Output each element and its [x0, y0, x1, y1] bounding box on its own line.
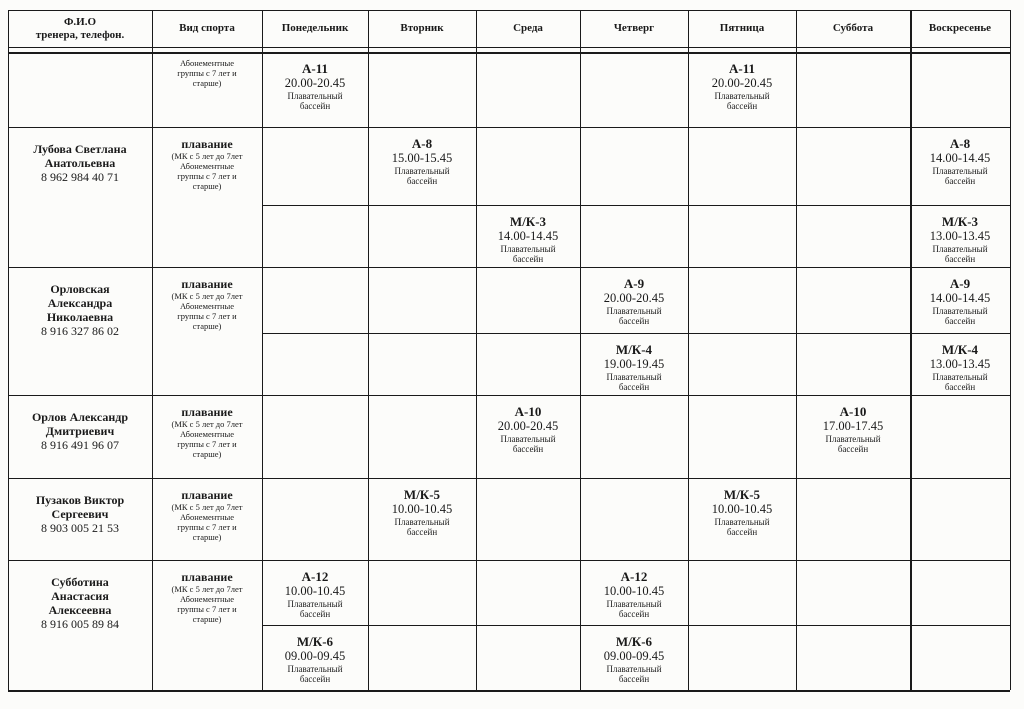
sport-cell [152, 395, 262, 478]
header-sport-label: Вид спорта [179, 22, 235, 34]
trainer-cell [8, 127, 152, 267]
group-code: А-12 [620, 569, 648, 584]
header-day [476, 10, 580, 47]
sport-cell [152, 127, 262, 267]
session-place: Плавательный бассейн [606, 372, 662, 392]
sport-name: плавание [181, 277, 233, 291]
session-place: Плавательный бассейн [714, 517, 770, 537]
column-rule [476, 10, 477, 690]
session-slot [580, 267, 688, 333]
session-time: 10.00-10.45 [603, 584, 665, 598]
header-day-label: Суббота [832, 22, 874, 34]
session-place: Плавательный бассейн [714, 91, 770, 111]
trainer-name: Орлов Александр Дмитриевич [31, 410, 129, 438]
session-slot [580, 333, 688, 395]
session-slot [910, 333, 1010, 395]
session-place: Плавательный бассейн [500, 244, 556, 264]
session-place: Плавательный бассейн [825, 434, 881, 454]
session-time: 13.00-13.45 [929, 229, 991, 243]
session-place: Плавательный бассейн [932, 166, 988, 186]
session-place: Плавательный бассейн [932, 306, 988, 326]
session-slot [262, 52, 368, 127]
trainer-name: Орловская Александра Николаевна [46, 282, 114, 324]
session-slot [476, 205, 580, 267]
sport-description: (МК с 5 лет до 7лет Абонементные группы с 7 лет и старше) [171, 291, 243, 331]
session-place: Плавательный бассейн [500, 434, 556, 454]
session-slot [368, 127, 476, 205]
group-code: М/К-5 [403, 487, 441, 502]
session-place: Плавательный бассейн [394, 166, 450, 186]
group-code: А-9 [623, 276, 645, 291]
trainer-phone: 8 962 984 40 71 [41, 170, 119, 184]
table-bottom-border [8, 690, 1010, 692]
trainer-cell [8, 395, 152, 478]
group-code: А-8 [949, 136, 971, 151]
session-slot [262, 560, 368, 625]
sport-description: Абонементные группы с 7 лет и старше) [177, 58, 237, 88]
session-time: 09.00-09.45 [284, 649, 346, 663]
sport-description: (МК с 5 лет до 7лет Абонементные группы с 7 лет и старше) [171, 584, 243, 624]
trainer-name: Лубова Светлана Анатольевна [33, 142, 127, 170]
session-time: 10.00-10.45 [284, 584, 346, 598]
session-time: 20.00-20.45 [711, 76, 773, 90]
group-code: А-11 [729, 61, 755, 76]
trainer-phone: 8 903 005 21 53 [41, 521, 119, 535]
session-slot [368, 478, 476, 560]
group-code: А-11 [302, 61, 328, 76]
session-slot [910, 127, 1010, 205]
group-code: М/К-4 [941, 342, 979, 357]
sport-cell [152, 560, 262, 690]
session-place: Плавательный бассейн [606, 306, 662, 326]
group-code: А-12 [301, 569, 329, 584]
session-slot [688, 52, 796, 127]
trainer-cell [8, 52, 152, 127]
sport-cell [152, 52, 262, 127]
trainer-phone: 8 916 327 86 02 [41, 324, 119, 338]
session-time: 09.00-09.45 [603, 649, 665, 663]
group-code: М/К-3 [509, 214, 547, 229]
session-slot [476, 395, 580, 478]
session-time: 20.00-20.45 [603, 291, 665, 305]
session-time: 14.00-14.45 [497, 229, 559, 243]
column-rule [796, 10, 797, 690]
sport-description: (МК с 5 лет до 7лет Абонементные группы с 7 лет и старше) [171, 419, 243, 459]
group-code: М/К-5 [723, 487, 761, 502]
sport-description: (МК с 5 лет до 7лет Абонементные группы с 7 лет и старше) [171, 502, 243, 542]
group-code: А-10 [839, 404, 867, 419]
header-day [262, 10, 368, 47]
sport-description: (МК с 5 лет до 7лет Абонементные группы с 7 лет и старше) [171, 151, 243, 191]
session-time: 20.00-20.45 [497, 419, 559, 433]
group-code: М/К-6 [296, 634, 334, 649]
session-place: Плавательный бассейн [394, 517, 450, 537]
sport-cell [152, 478, 262, 560]
trainer-cell [8, 478, 152, 560]
header-day [688, 10, 796, 47]
session-slot [910, 205, 1010, 267]
header-rule [8, 47, 1010, 48]
column-rule [1010, 10, 1011, 690]
session-time: 19.00-19.45 [603, 357, 665, 371]
header-day [796, 10, 910, 47]
session-place: Плавательный бассейн [606, 599, 662, 619]
session-time: 17.00-17.45 [822, 419, 884, 433]
sport-cell [152, 267, 262, 395]
session-slot [688, 478, 796, 560]
session-slot [796, 395, 910, 478]
session-time: 13.00-13.45 [929, 357, 991, 371]
header-day-label: Воскресенье [928, 22, 992, 34]
session-place: Плавательный бассейн [932, 244, 988, 264]
header-day-label: Понедельник [281, 22, 349, 34]
header-sport [152, 10, 262, 47]
session-place: Плавательный бассейн [287, 91, 343, 111]
sport-name: плавание [181, 137, 233, 151]
group-code: А-10 [514, 404, 542, 419]
header-trainer-label: Ф.И.О тренера, телефон. [35, 15, 125, 41]
session-time: 15.00-15.45 [391, 151, 453, 165]
session-place: Плавательный бассейн [932, 372, 988, 392]
sport-name: плавание [181, 405, 233, 419]
session-time: 14.00-14.45 [929, 291, 991, 305]
trainer-cell [8, 267, 152, 395]
header-day-label: Четверг [613, 22, 655, 34]
session-time: 10.00-10.45 [391, 502, 453, 516]
header-day-label: Вторник [400, 22, 444, 34]
session-slot [910, 267, 1010, 333]
session-place: Плавательный бассейн [287, 599, 343, 619]
column-rule [368, 10, 369, 690]
header-trainer [8, 10, 152, 47]
session-slot [262, 625, 368, 690]
group-code: А-8 [411, 136, 433, 151]
group-code: А-9 [949, 276, 971, 291]
group-code: М/К-3 [941, 214, 979, 229]
sport-name: плавание [181, 488, 233, 502]
trainer-phone: 8 916 491 96 07 [41, 438, 119, 452]
group-code: М/К-6 [615, 634, 653, 649]
header-day [580, 10, 688, 47]
trainer-name: Пузаков Виктор Сергеевич [35, 493, 125, 521]
subrow-rule [262, 205, 1010, 206]
trainer-name: Субботина Анастасия Алексеевна [48, 575, 112, 617]
session-place: Плавательный бассейн [606, 664, 662, 684]
trainer-cell [8, 560, 152, 690]
session-slot [580, 625, 688, 690]
session-time: 20.00-20.45 [284, 76, 346, 90]
session-time: 10.00-10.45 [711, 502, 773, 516]
header-day [910, 10, 1010, 47]
header-day-label: Среда [513, 22, 543, 34]
session-slot [580, 560, 688, 625]
session-time: 14.00-14.45 [929, 151, 991, 165]
header-day [368, 10, 476, 47]
header-day-label: Пятница [719, 22, 765, 34]
sport-name: плавание [181, 570, 233, 584]
group-code: М/К-4 [615, 342, 653, 357]
session-place: Плавательный бассейн [287, 664, 343, 684]
trainer-phone: 8 916 005 89 84 [41, 617, 119, 631]
